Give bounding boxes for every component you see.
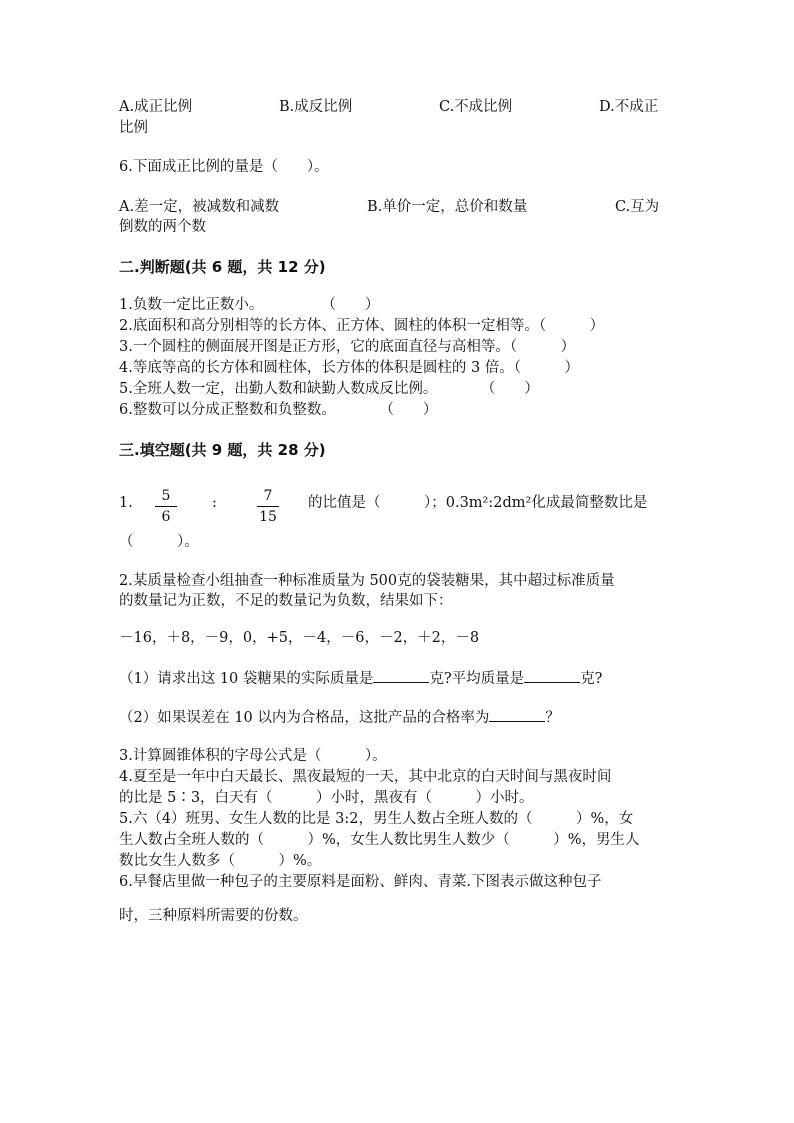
ratio-colon: : bbox=[212, 495, 217, 511]
option-d-continued: 比例 bbox=[119, 120, 148, 136]
fraction-bar bbox=[257, 506, 279, 507]
section-heading: 三.填空题(共 9 题，共 28 分) bbox=[119, 441, 326, 459]
option-b: B.成反比例 bbox=[279, 99, 353, 115]
sub-question-text: 克? bbox=[580, 671, 603, 687]
answer-blank bbox=[373, 668, 429, 683]
question-stem: 6.下面成正比例的量是（ ）。 bbox=[119, 159, 329, 175]
question-text: 数比女生人数多（ ）%。 bbox=[119, 853, 322, 869]
option-b: B.单价一定，总价和数量 bbox=[367, 199, 528, 215]
question-text: 2.某质量检查小组抽查一种标准质量为 500克的袋装糖果，其中超过标准质量 bbox=[119, 573, 615, 589]
sub-question-text: ？ bbox=[545, 710, 560, 726]
sub-question-text: 克?平均质量是 bbox=[429, 671, 525, 687]
denominator: 15 bbox=[259, 509, 277, 525]
option-d: D.不成正 bbox=[599, 99, 659, 115]
fraction-seven-fifteenths bbox=[253, 487, 283, 526]
question-text: 5.六（4）班男、女生人数的比是 3:2，男生人数占全班人数的（ ）%，女 bbox=[119, 811, 634, 827]
sub-question-text: （1）请求出这 10 袋糖果的实际质量是 bbox=[119, 671, 374, 687]
sub-question-2 bbox=[119, 707, 560, 728]
judgment-item: 3.一个圆柱的侧面展开图是正方形，它的底面直径与高相等。（ ） bbox=[119, 339, 576, 355]
question-text: 4.夏至是一年中白天最长、黑夜最短的一天，其中北京的白天时间与黑夜时间 bbox=[119, 769, 612, 785]
numerator: 5 bbox=[161, 488, 171, 504]
judgment-item: 5.全班人数一定，出勤人数和缺勤人数成反比例。 （ ） bbox=[119, 381, 539, 397]
numerator: 7 bbox=[263, 488, 273, 504]
question-text: 的比值是（ ）；0.3m²:2dm²化成最简整数比是 bbox=[308, 495, 648, 511]
judgment-item: 1.负数一定比正数小。 （ ） bbox=[119, 297, 380, 313]
denominator: 6 bbox=[161, 509, 171, 525]
option-a: A.成正比例 bbox=[119, 99, 193, 115]
question-text: 的数量记为正数，不足的数量记为负数，结果如下： bbox=[119, 593, 453, 609]
option-c: C.不成比例 bbox=[439, 99, 513, 115]
judgment-item: 4.等底等高的长方体和圆柱体，长方体的体积是圆柱的 3 倍。（ ） bbox=[119, 360, 580, 376]
sub-question-1 bbox=[119, 668, 602, 689]
section-heading: 二.判断题(共 6 题，共 12 分) bbox=[119, 258, 326, 276]
fraction-five-sixths bbox=[151, 487, 181, 526]
question-text: 生人数占全班人数的（ ）%，女生人数比男生人数少（ ）%，男生人 bbox=[119, 832, 640, 848]
question-text: （ ）。 bbox=[119, 534, 199, 550]
answer-blank bbox=[489, 707, 545, 722]
question-text: 6.早餐店里做一种包子的主要原料是面粉、鲜肉、青菜.下图表示做这种包子 bbox=[119, 874, 602, 890]
question-text: 的比是 5∶3，白天有（ ）小时，黑夜有（ ）小时。 bbox=[119, 790, 534, 806]
fraction-bar bbox=[155, 506, 177, 507]
option-c: C.互为 bbox=[615, 199, 660, 215]
question-text: 时，三种原料所需要的份数。 bbox=[119, 908, 308, 924]
option-a: A.差一定，被减数和减数 bbox=[119, 199, 280, 215]
data-list: －16，＋8，－9，0，+5，－4，－6，－2，＋2，－8 bbox=[119, 630, 480, 646]
judgment-item: 2.底面积和高分别相等的长方体、正方体、圆柱的体积一定相等。（ ） bbox=[119, 318, 605, 334]
sub-question-text: （2）如果误差在 10 以内为合格品，这批产品的合格率为 bbox=[119, 710, 490, 726]
question-text: 3.计算圆锥体积的字母公式是（ ）。 bbox=[119, 748, 387, 764]
answer-blank bbox=[524, 668, 580, 683]
option-c-continued: 倒数的两个数 bbox=[119, 219, 206, 235]
judgment-item: 6.整数可以分成正整数和负整数。 （ ） bbox=[119, 402, 438, 418]
question-number: 1. bbox=[119, 495, 133, 511]
